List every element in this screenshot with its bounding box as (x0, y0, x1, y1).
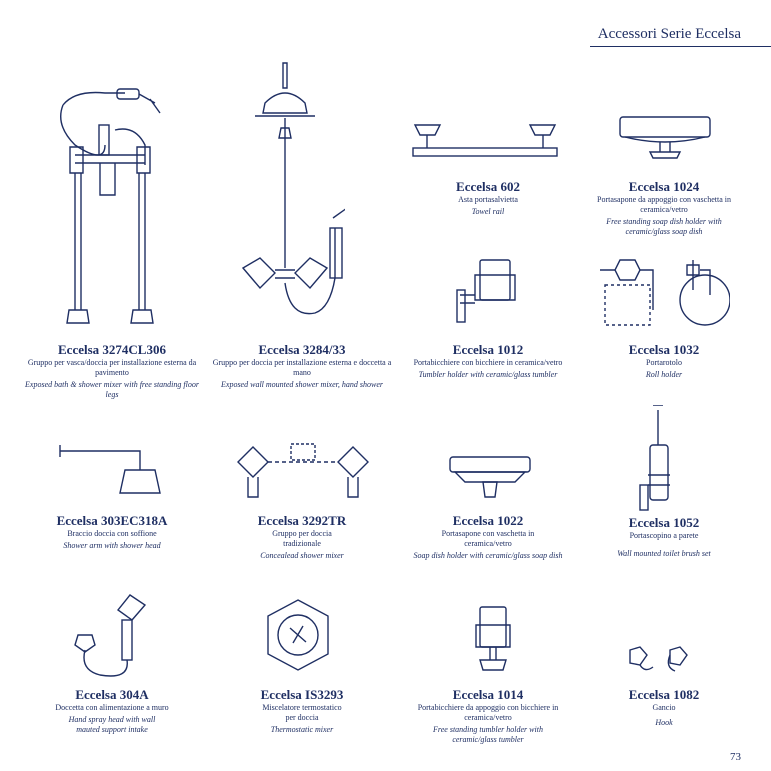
product-desc-it: Portarotolo (646, 358, 682, 367)
product-code: Eccelsa 1024 (628, 179, 700, 194)
product-code: Eccelsa 602 (456, 179, 520, 194)
product-602 (400, 179, 576, 217)
product-desc-en: Thermostatic mixer (270, 725, 334, 734)
product-desc-it: Braccio doccia con soffione (67, 529, 157, 538)
product-1022 (400, 513, 576, 561)
product-desc-it: Gancio (652, 703, 676, 712)
product-code: Eccelsa 304A (75, 687, 149, 702)
product-desc-it: Gruppo per doccia per installazione esterna e doccetta a mano (212, 358, 392, 377)
page-number: 73 (730, 751, 741, 763)
product-desc-en: Free standing tumbler holder with ceramic/glass tumbler (433, 725, 543, 744)
product-desc-en: Exposed wall mounted shower mixer, hand shower (221, 380, 383, 389)
concealed-mixer-drawing (233, 442, 373, 502)
bath-mixer-drawing (55, 85, 165, 330)
product-304A (22, 687, 202, 735)
product-code: Eccelsa 1014 (452, 687, 524, 702)
product-desc-en: Concealead shower mixer (260, 551, 344, 560)
product-desc-it: Portasapone con vaschetta in ceramica/vetro (441, 529, 535, 548)
product-desc-it: Gruppo per vasca/doccia per installazione esterna da pavimento (27, 358, 197, 377)
product-desc-en: Soap dish holder with ceramic/glass soap dish (413, 551, 563, 560)
product-1014 (410, 687, 566, 745)
hook-drawing (625, 645, 695, 675)
product-desc-it: Portascopino a parete (629, 531, 699, 540)
product-desc-it: Portabicchiere da appoggio con bicchiere in ceramica/vetro (417, 703, 559, 722)
product-desc-en: Hook (655, 718, 673, 727)
product-desc-en: Exposed bath & shower mixer with free standing floor legs (25, 380, 199, 399)
product-code: Eccelsa IS3293 (260, 687, 344, 702)
standing-tumbler-drawing (468, 605, 518, 675)
product-1012 (410, 342, 566, 380)
soap-dish-holder-drawing (445, 452, 535, 502)
product-1052 (585, 515, 743, 559)
product-desc-en: Free standing soap dish holder with ceramic/glass soap dish (606, 217, 722, 236)
product-3292TR (212, 513, 392, 561)
soap-dish-stand-drawing (615, 112, 715, 162)
product-303EC318A (22, 513, 202, 551)
product-code: Eccelsa 3292TR (257, 513, 347, 528)
product-desc-en: Tumbler holder with ceramic/glass tumbler (418, 370, 558, 379)
product-desc-it: Asta portasalvietta (458, 195, 518, 204)
product-desc-it: Portabicchiere con bicchiere in ceramica/vetro (413, 358, 563, 367)
product-1082 (585, 687, 743, 728)
product-code: Eccelsa 3274CL306 (58, 342, 166, 357)
product-3284-33 (212, 342, 392, 390)
product-desc-it: Gruppo per doccia tradizionale (272, 529, 332, 548)
product-code: Eccelsa 303EC318A (56, 513, 168, 528)
product-3274CL306 (22, 342, 202, 400)
product-desc-en: Roll holder (645, 370, 683, 379)
shower-arm-drawing (55, 445, 165, 505)
hand-spray-drawing (70, 590, 150, 685)
product-desc-en: Shower arm with shower head (63, 541, 161, 550)
shower-column-drawing (235, 58, 345, 328)
product-1032 (585, 342, 743, 380)
product-code: Eccelsa 1012 (452, 342, 524, 357)
product-code: Eccelsa 1032 (628, 342, 700, 357)
page-title: Accessori Serie Eccelsa (597, 26, 741, 42)
thermostatic-mixer-drawing (258, 598, 338, 673)
product-IS3293 (212, 687, 392, 735)
product-code: Eccelsa 1052 (628, 515, 700, 530)
product-desc-it: Portasapone da appoggio con vaschetta in ceramica/vetro (597, 195, 731, 214)
header-divider (590, 46, 771, 47)
towel-rail-drawing (410, 120, 560, 165)
product-1024 (585, 179, 743, 237)
product-desc-en: Hand spray head with wall mauted support intake (68, 715, 156, 734)
tumbler-holder-drawing (455, 255, 525, 325)
product-code: Eccelsa 3284/33 (258, 342, 346, 357)
product-desc-it: Doccetta con alimentazione a muro (55, 703, 169, 712)
product-desc-en: Wall mounted toilet brush set (617, 549, 711, 558)
product-desc-en: Towel rail (471, 207, 505, 216)
product-desc-it: Miscelatore termostatico per doccia (262, 703, 342, 722)
product-code: Eccelsa 1082 (628, 687, 700, 702)
roll-holder-drawing (595, 255, 730, 330)
toilet-brush-drawing (638, 405, 683, 515)
product-code: Eccelsa 1022 (452, 513, 524, 528)
